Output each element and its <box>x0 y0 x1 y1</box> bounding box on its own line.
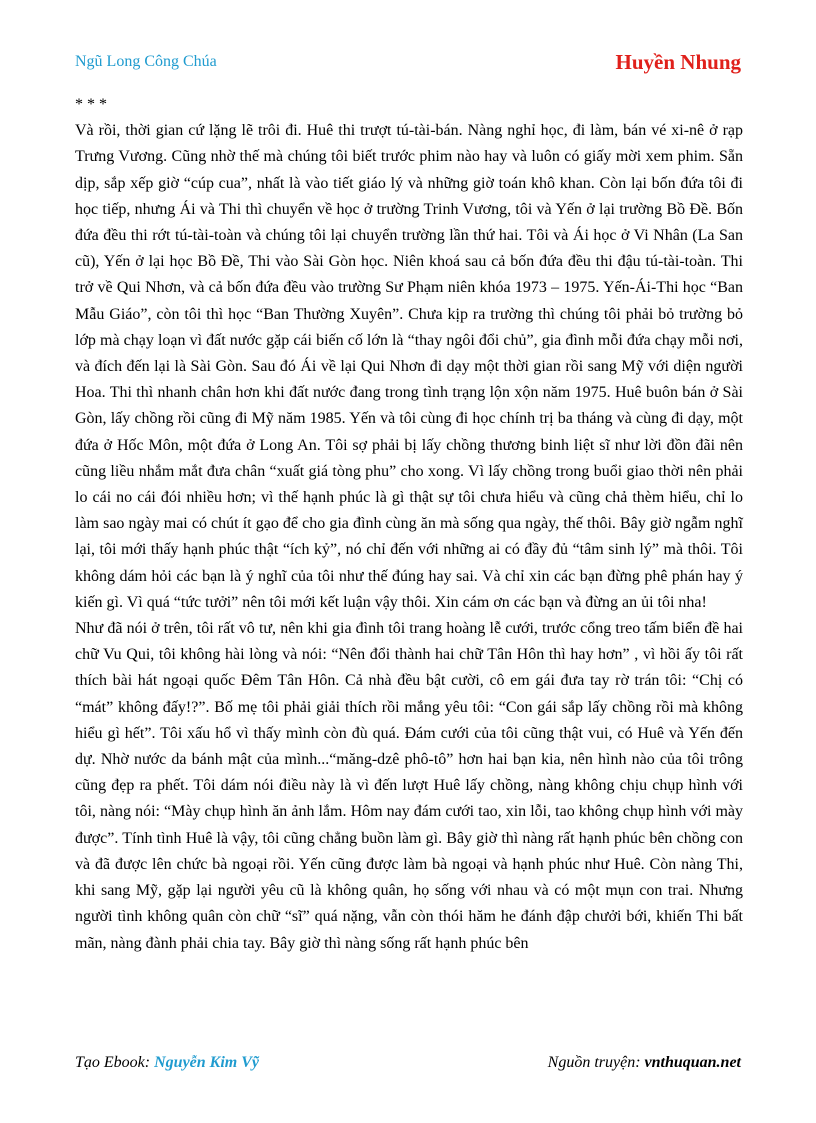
source-credit <box>548 1054 741 1072</box>
page-content <box>75 92 743 957</box>
paragraph-2: Như đã nói ở trên, tôi rất vô tư, nên khi gia đình tôi trang hoàng lễ cưới, trước cổng treo tấm biển đề hai chữ Vu Qui, tôi không hài lòng và nói: “Nên đổi thành hai chữ Tân Hôn thì hay hơn” , vì hồi ấy tôi rất thích bài hát ngoại quốc Đêm Tân Hôn. Cả nhà đều bật cười, cô em gái đưa tay rờ trán tôi: “Chị có “mát” không đấy!?”. Bố mẹ tôi phải giải thích rồi mắng yêu tôi: “Con gái sắp lấy chồng rồi mà không hiểu gì hết”. Tôi xấu hổ vì thấy mình còn đù quá. Đám cưới của tôi cũng thật vui, có Huê và Yến đến dự. Nhờ nước da bánh mật của mình...“măng-dzê phô-tô” hơn hai bạn kia, nên hình nào của tôi trông cũng đẹp ra phết. Tôi dám nói điều này là vì đến lượt Huê lấy chồng, nàng không chịu chụp hình với tôi, nàng nói: “Mày chụp hình ăn ảnh lắm. Hôm nay đám cưới tao, xin lỗi, tao không chụp hình với mày được”. Tính tình Huê là vậy, tôi cũng chẳng buồn làm gì. Bây giờ thì nàng rất hạnh phúc bên chồng con và đã được lên chức bà ngoại rồi. Yến cũng được làm bà ngoại và hạnh phúc như Huê. Còn nàng Thi, khi sang Mỹ, gặp lại người yêu cũ là không quân, họ sống với nhau và có một mụn con trai. Nhưng người tình không quân còn chữ “sĩ” quá nặng, vẫn còn thói hăm he đánh đập chưởi bới, khiến Thi bất mãn, nàng đành phải chia tay. Bây giờ thì nàng sống rất hạnh phúc bên <box>75 620 743 952</box>
ebook-credit <box>75 1054 259 1072</box>
source-separator: : <box>635 1054 645 1071</box>
ebook-label: Tạo Ebook <box>75 1054 145 1071</box>
ebook-creator-name: Nguyễn Kim Vỹ <box>154 1054 259 1071</box>
book-title: Ngũ Long Công Chúa <box>75 53 217 70</box>
source-label: Nguồn truyện <box>547 1054 636 1071</box>
ebook-separator: : <box>144 1054 155 1071</box>
author-name: Huyền Nhung <box>615 50 741 74</box>
section-separator: * * * <box>75 96 107 113</box>
page-header <box>75 50 741 78</box>
page-footer <box>75 1054 741 1078</box>
source-site-name: vnthuquan.net <box>644 1054 741 1071</box>
paragraph-1: Và rồi, thời gian cứ lặng lẽ trôi đi. Huê thi trượt tú-tài-bán. Nàng nghỉ học, đi làm, bán vé xi-nê ở rạp Trưng Vương. Cũng nhờ thế mà chúng tôi biết trước phim nào hay và luôn có giấy mời xem phim. Sẵn dịp, sắp xếp giờ “cúp cua”, nhất là vào tiết giáo lý và những giờ toán khô khan. Còn lại bốn đứa tôi đi học tiếp, nhưng Ái và Thi thì chuyển về học ở trường Trinh Vương, tôi và Yến ở lại trường Bồ Đề. Bốn đứa đều thi rớt tú-tài-toàn và chúng tôi lại chuyển trường lần thứ hai. Tôi và Ái học ở Vi Nhân (La San cũ), Yến ở lại học Bồ Đề, Thi vào Sài Gòn học. Niên khoá sau cả bốn đứa đều thi đậu tú-tài-toàn. Thi trở về Qui Nhơn, và cả bốn đứa đều vào trường Sư Phạm niên khóa 1973 – 1975. Yến-Ái-Thi học “Ban Mẫu Giáo”, còn tôi thì học “Ban Thường Xuyên”. Chưa kịp ra trường thì chúng tôi phải bỏ trường bỏ lớp mà chạy loạn vì đất nước gặp cái biến cố lớn là “thay ngôi đổi chủ”, gia đình mỗi đứa chạy mỗi nơi, và đích đến lại là Sài Gòn. Sau đó Ái về lại Qui Nhơn đi dạy một thời gian rồi sang Mỹ với diện người Hoa. Thi thì nhanh chân hơn khi đất nước đang trong tình trạng lộn xộn năm 1975. Huê buôn bán ở Sài Gòn, lấy chồng rồi cũng đi Mỹ năm 1985. Yến và tôi cùng đi học chính trị ba tháng và cùng đi dạy, một đứa ở Hốc Môn, một đứa ở Long An. Tôi sợ phải bị lấy chồng thương binh liệt sĩ như lời đồn đãi nên cũng liều nhắm mắt đưa chân “xuất giá tòng phu” cho xong. Vì lấy chồng trong buổi giao thời nên phải lo cái no cái đói nhiều hơn; vì thế hạnh phúc là gì thật sự tôi chưa hiểu và cũng chả thèm hiểu, chỉ lo làm sao ngày mai có chút ít gạo để cho gia đình cùng ăn mà sống qua ngày, thế thôi. Bây giờ ngẫm nghĩ lại, tôi mới thấy hạnh phúc thật “ích kỷ”, nó chỉ đến với những ai có đầy đủ “tâm sinh lý” mà thôi. Tôi không dám hỏi các bạn là ý nghĩ của tôi như thế đúng hay sai. Và chỉ xin các bạn đừng phê phán hay ý kiến gì. Vì quá “tức tưởi” nên tôi mới kết luận vậy thôi. Xin cám ơn các bạn và đừng an ủi tôi nha! <box>75 122 743 611</box>
